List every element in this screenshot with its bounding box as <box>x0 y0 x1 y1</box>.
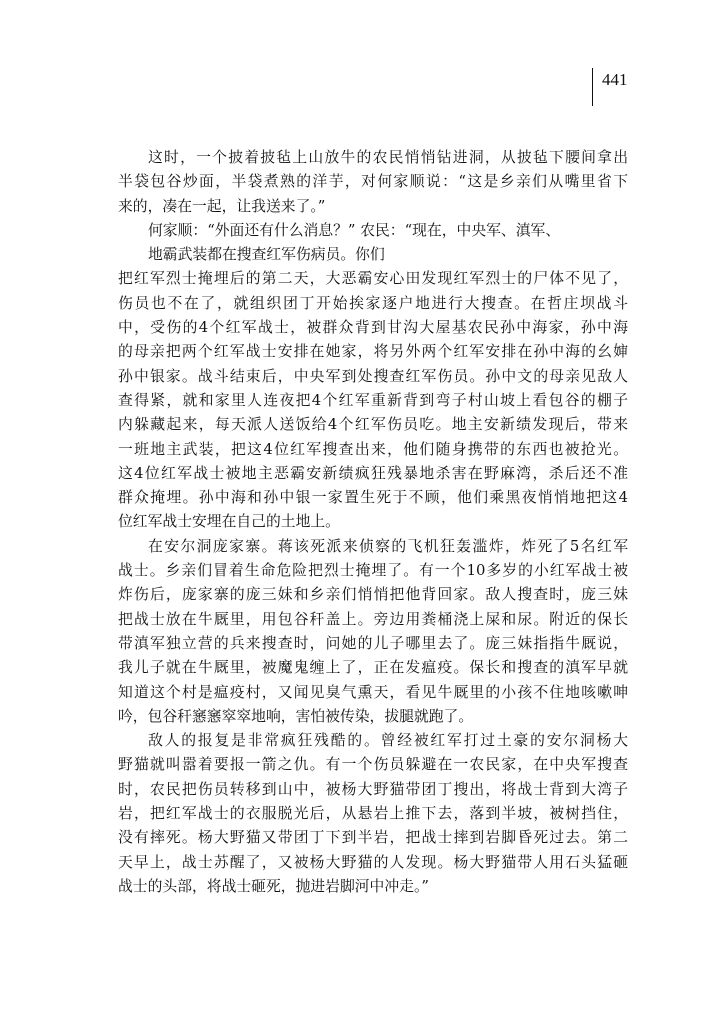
text-line: 时，农民把伤员转移到山中，被杨大野猫带团丁搜出，将战士背到大湾子 <box>118 780 628 798</box>
text-line: 我儿子就在牛厩里，被魔鬼缠上了，正在发瘟疫。保长和搜查的滇军早就 <box>118 659 628 677</box>
text-line: 孙中银家。战斗结束后，中央军到处搜查红军伤员。孙中文的母亲见敌人 <box>118 367 628 385</box>
text-line: 炸伤后，庞家寨的庞三妹和乡亲们悄悄把他背回家。敌人搜查时，庞三妹 <box>118 586 628 604</box>
text-line: 野猫就叫嚣着要报一箭之仇。有一个伤员躲避在一农民家，在中央军搜查 <box>118 756 628 774</box>
text-line: 来的，凑在一起，让我送来了。” <box>118 197 326 215</box>
text-line: 这时，一个披着披毡上山放牛的农民悄悄钻进洞，从披毡下腰间拿出 <box>148 149 628 166</box>
text-line: 把战士放在牛厩里，用包谷秆盖上。旁边用粪桶浇上屎和尿。附近的保长 <box>118 610 628 628</box>
text-line: 带滇军独立营的兵来搜查时，问她的儿子哪里去了。庞三妹指指牛厩说， <box>118 634 628 652</box>
text-line: 战士的头部，将战士砸死，抛进岩脚河中冲走。” <box>118 877 429 895</box>
text-line: 岩，把红军战士的衣服脱光后，从悬岩上推下去，落到半坡，被树挡住， <box>118 805 628 823</box>
text-line: 位红军战士安埋在自己的土地上。 <box>118 513 340 531</box>
text-line: 内躲藏起来，每天派人送饭给4个红军伤员吃。地主安新绩发现后，带来 <box>118 416 628 434</box>
text-line: 的母亲把两个红军战士安排在她家，将另外两个红军安排在孙中海的幺婶 <box>118 343 628 361</box>
page-header <box>592 68 628 106</box>
text-line: 敌人的报复是非常疯狂残酷的。曾经被红军打过土豪的安尔洞杨大 <box>148 732 628 750</box>
text-line: 在安尔洞庞家寨。蒋该死派来侦察的飞机狂轰滥炸，炸死了5名红军 <box>148 537 628 555</box>
text-line: 天早上，战士苏醒了，又被杨大野猫的人发现。杨大野猫带人用石头猛砸 <box>118 853 628 871</box>
text-line: 伤员也不在了，就组织团丁开始挨家逐户地进行大搜查。在哲庄坝战斗 <box>118 294 628 312</box>
text-line: 战士。乡亲们冒着生命危险把烈士掩埋了。有一个10多岁的小红军战士被 <box>118 562 628 580</box>
text-line: 知道这个村是瘟疫村，又闻见臭气熏天，看见牛厩里的小孩不住地咳嗽呻 <box>118 683 628 701</box>
text-line: 何家顺：“外面还有什么消息？” 农民：“现在，中央军、滇军、 <box>148 221 561 239</box>
text-line: 没有摔死。杨大野猫又带团丁下到半岩，把战士摔到岩脚昏死过去。第二 <box>118 829 628 847</box>
text-line: 这4位红军战士被地主恶霸安新绩疯狂残暴地杀害在野麻湾，杀后还不准 <box>118 464 628 482</box>
paragraph <box>118 535 628 729</box>
text-line: 群众掩埋。孙中海和孙中银一家置生死于不顾，他们乘黑夜悄悄地把这4 <box>118 489 628 507</box>
paragraph <box>118 219 628 535</box>
text-line: 地霸武装都在搜查红军伤病员。你们 <box>148 246 385 264</box>
text-line: 一班地主武装，把这4位红军搜查出来，他们随身携带的东西也被抢光。 <box>118 440 628 458</box>
text-line: 半袋包谷炒面，半袋煮熟的洋芋，对何家顺说：“这是乡亲们从嘴里省下 <box>118 173 628 191</box>
body-text <box>118 146 628 899</box>
paragraph <box>118 146 628 219</box>
text-line: 把红军烈士掩埋后的第二天，大恶霸安心田发现红军烈士的尸体不见了， <box>118 270 628 288</box>
paragraph <box>118 729 628 899</box>
text-line: 查得紧，就和家里人连夜把4个红军重新背到弯子村山坡上看包谷的棚子 <box>118 391 628 409</box>
page-number: 441 <box>602 70 628 89</box>
text-line: 吟，包谷秆窸窸窣窣地响，害怕被传染，拔腿就跑了。 <box>118 707 474 725</box>
text-line: 中，受伤的4个红军战士，被群众背到甘沟大屋基农民孙中海家，孙中海 <box>118 319 628 337</box>
